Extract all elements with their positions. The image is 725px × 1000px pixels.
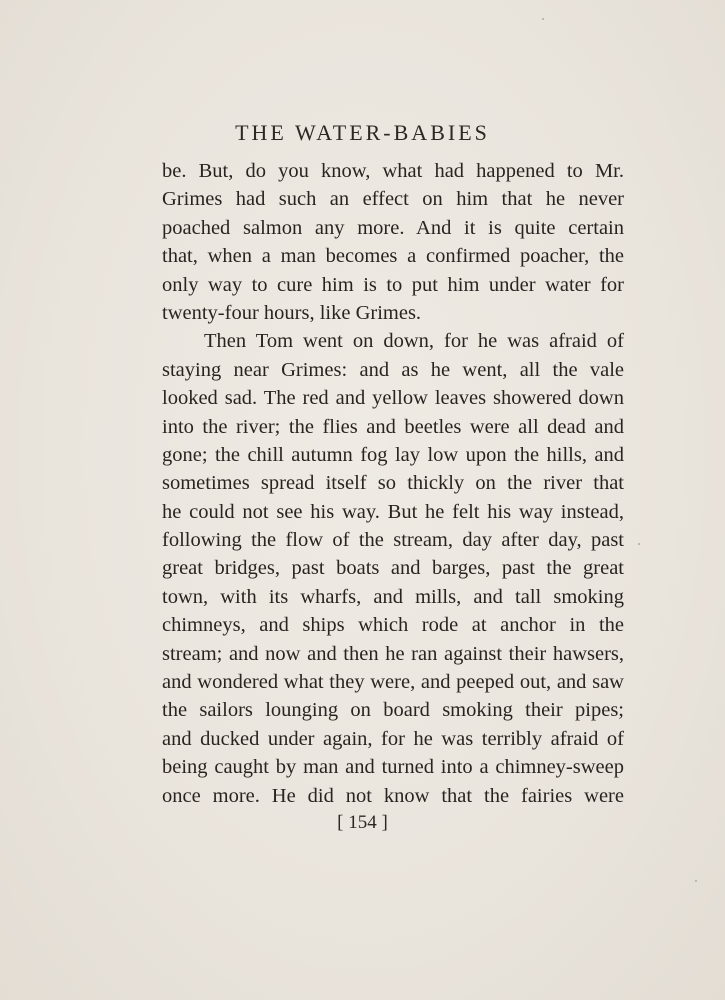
text-line: the sailors lounging on board smoking their pipes; (162, 699, 624, 722)
text-line: twenty-four hours, like Grimes. (162, 301, 422, 324)
text-line: only way to cure him is to put him under water for (162, 273, 624, 296)
text-line: Grimes had such an effect on him that he never (162, 188, 624, 211)
text-line: sometimes spread itself so thickly on the river that (162, 472, 624, 495)
paper-speck (695, 880, 697, 882)
text-line: gone; the chill autumn fog lay low upon the hills, and (162, 443, 624, 466)
text-line: stream; and now and then he ran against their hawsers, (162, 642, 624, 665)
running-head: THE WATER-BABIES (235, 120, 490, 145)
text-line: being caught by man and turned into a chimney-sweep (162, 756, 624, 779)
text-line: poached salmon any more. And it is quite certain (162, 216, 624, 239)
paper-speck (638, 543, 640, 545)
text-line: following the flow of the stream, day after day, past (162, 529, 624, 552)
text-line: and wondered what they were, and peeped out, and saw (162, 671, 624, 694)
paper-speck (542, 18, 544, 20)
text-line: Then Tom went on down, for he was afraid of (204, 330, 624, 353)
text-line: chimneys, and ships which rode at anchor in the (162, 614, 624, 637)
text-line: he could not see his way. But he felt his way instead, (162, 500, 624, 523)
text-line: into the river; the flies and beetles were all dead and (162, 415, 624, 438)
text-line: town, with its wharfs, and mills, and tall smoking (162, 585, 624, 608)
text-line: once more. He did not know that the fairies were (162, 784, 624, 807)
text-line: staying near Grimes: and as he went, all the vale (162, 358, 624, 381)
text-line: that, when a man becomes a confirmed poacher, the (162, 245, 624, 268)
body-text (162, 157, 624, 810)
page-number: [ 154 ] (337, 812, 388, 833)
text-line: and ducked under again, for he was terribly afraid of (162, 727, 624, 750)
text-line: be. But, do you know, what had happened to Mr. (162, 160, 624, 182)
text-line: looked sad. The red and yellow leaves showered down (162, 387, 624, 410)
text-line: great bridges, past boats and barges, past the great (162, 557, 624, 580)
